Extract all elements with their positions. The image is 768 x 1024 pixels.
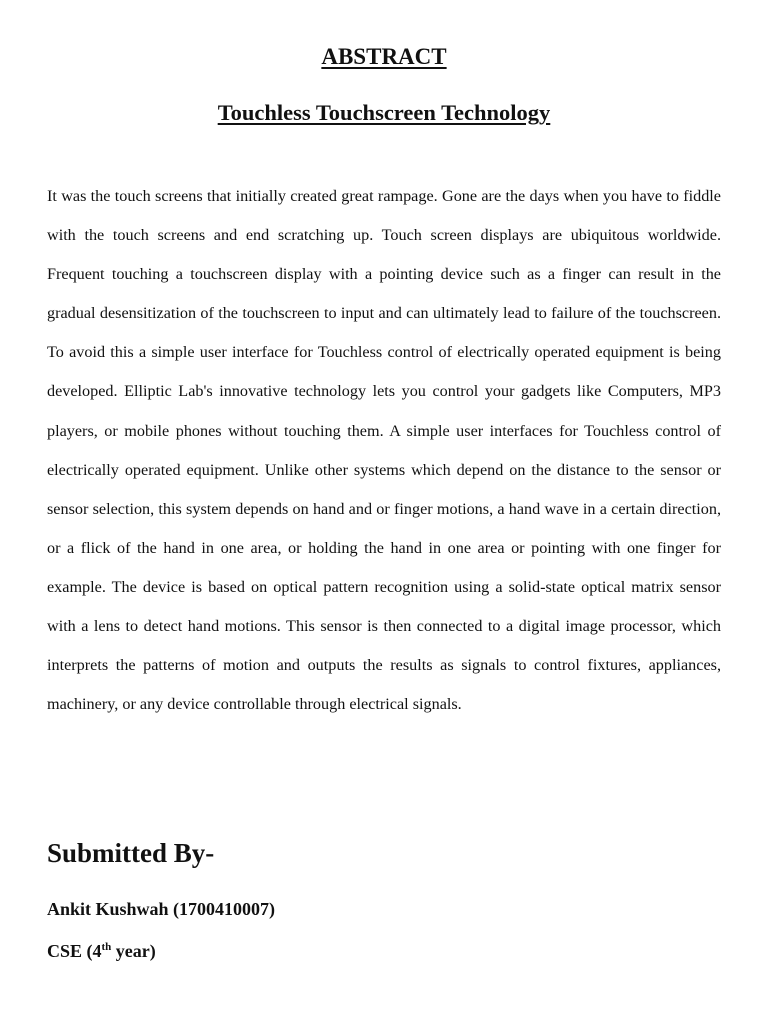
abstract-heading: ABSTRACT bbox=[321, 44, 447, 69]
ordinal-superscript: th bbox=[101, 941, 112, 953]
branch-year bbox=[47, 941, 156, 962]
abstract-body: It was the touch screens that initially created great rampage. Gone are the days when you have to fiddle with the touch screens and end scratching up. Touch screen displays are ubiquitous worldwide. Frequent touching a touchscreen display with a pointing device such as a finger can result in the gradual desensitization of the touchscreen to input and can ultimately lead to failure of the touchscreen. To avoid this a simple user interface for Touchless control of electrically operated equipment is being developed. Elliptic Lab's innovative technology lets you control your gadgets like Computers, MP3 players, or mobile phones without touching them. A simple user interfaces for Touchless control of electrically operated equipment. Unlike other systems which depend on the distance to the sensor or sensor selection, this system depends on hand and or finger motions, a hand wave in a certain direction, or a flick of the hand in one area, or holding the hand in one area or pointing with one finger for example. The device is based on optical pattern recognition using a solid-state optical matrix sensor with a lens to detect hand motions. This sensor is then connected to a digital image processor, which interprets the patterns of motion and outputs the results as signals to control fixtures, appliances, machinery, or any device controllable through electrical signals. bbox=[47, 187, 721, 714]
document-title: Touchless Touchscreen Technology bbox=[217, 100, 551, 125]
branch-suffix: year) bbox=[111, 941, 156, 961]
author-name: Ankit Kushwah (1700410007) bbox=[47, 899, 276, 919]
branch-prefix: CSE (4 bbox=[47, 941, 102, 961]
submitted-by-label: Submitted By- bbox=[47, 838, 215, 868]
